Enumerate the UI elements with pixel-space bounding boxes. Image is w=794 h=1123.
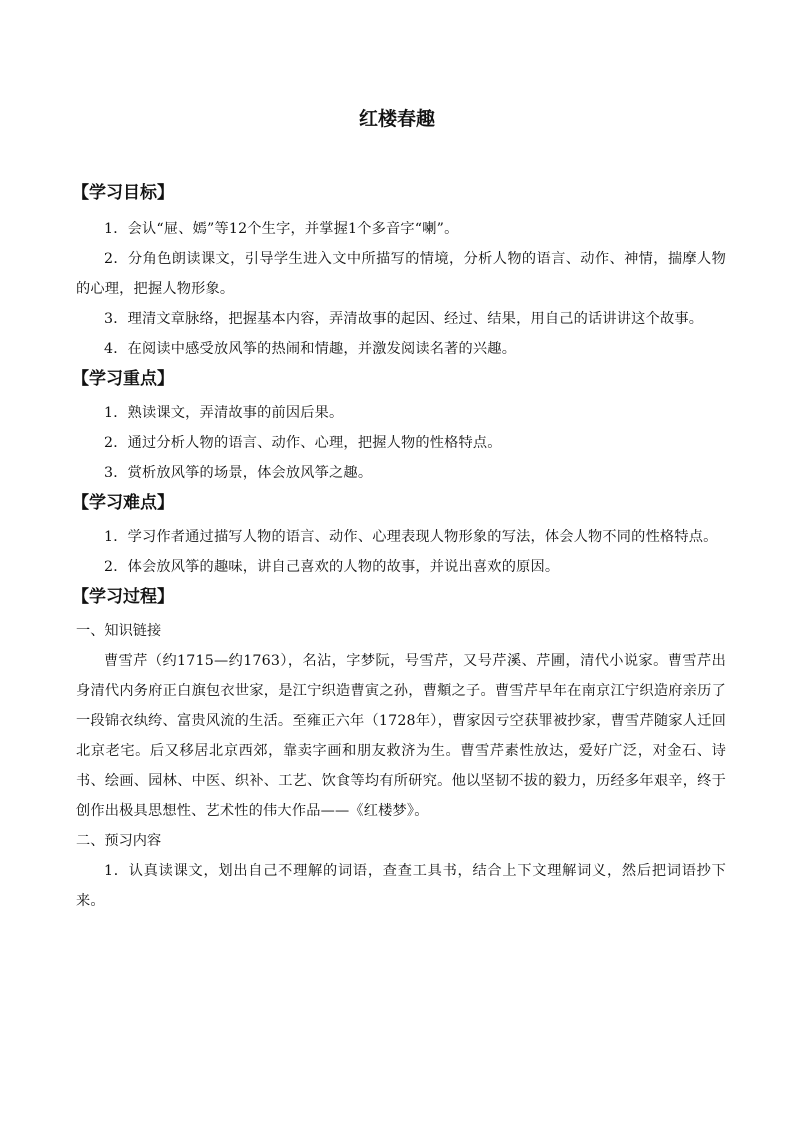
key-point-item-3: 3．赏析放风筝的场景，体会放风筝之趣。: [104, 465, 373, 481]
key-point-item-2: 2．通过分析人物的语言、动作、心理，把握人物的性格特点。: [104, 435, 502, 451]
objective-item-4: 4．在阅读中感受放风筝的热闹和情趣，并激发阅读名著的兴趣。: [104, 341, 517, 357]
knowledge-link-text: 曹雪芹（约1715—约1763），名沾，字梦阮，号雪芹，又号芹溪、芹圃，清代小说家。曹雪芹出身清代内务府正白旗包衣世家，是江宁织造曹寅之孙，曹頫之子。曹雪芹早年在南京江宁织造府亲历了一段锦衣纨绔、富贵风流的生活。至雍正六年（1728年），曹家因亏空获罪被抄家，曹雪芹随家人迁回北京老宅。后又移居北京西郊，靠卖字画和朋友救济为生。曹雪芹素性放达，爱好广泛，对金石、诗书、绘画、园林、中医、织补、工艺、饮食等均有所研究。他以坚韧不拔的毅力，历经多年艰辛，终于创作出极具思想性、艺术性的伟大作品——《红楼梦》。: [76, 653, 726, 819]
difficulty-item-1: 1．学习作者通过描写人物的语言、动作、心理表现人物形象的写法，体会人物不同的性格特点。: [104, 529, 718, 545]
objective-item-3: 3．理清文章脉络，把握基本内容，弄清故事的起因、经过、结果，用自己的话讲讲这个故事。: [104, 311, 704, 327]
preview-item-1: 1．认真读课文，划出自己不理解的词语，查查工具书，结合上下文理解词义，然后把词语抄下来。: [76, 863, 726, 909]
objective-item-2: 2．分角色朗读课文，引导学生进入文中所描写的情境，分析人物的语言、动作、神情，揣摩人物的心理，把握人物形象。: [76, 251, 726, 297]
page-title: 红楼春趣: [358, 108, 435, 130]
process-heading: 【学习过程】: [72, 587, 174, 607]
preview-title: 二、预习内容: [76, 833, 162, 849]
key-point-item-1: 1．熟读课文，弄清故事的前因后果。: [104, 405, 344, 421]
objective-item-1: 1．会认“屉、嫣”等12个生字，并掌握1个多音字“喇”。: [104, 221, 459, 237]
knowledge-link-title: 一、知识链接: [76, 623, 162, 639]
difficulty-item-2: 2．体会放风筝的趣味，讲自己喜欢的人物的故事，并说出喜欢的原因。: [104, 559, 560, 575]
difficulties-heading: 【学习难点】: [72, 493, 174, 513]
key-points-heading: 【学习重点】: [72, 369, 174, 389]
document-body: [72, 178, 726, 916]
objectives-heading: 【学习目标】: [72, 183, 174, 203]
